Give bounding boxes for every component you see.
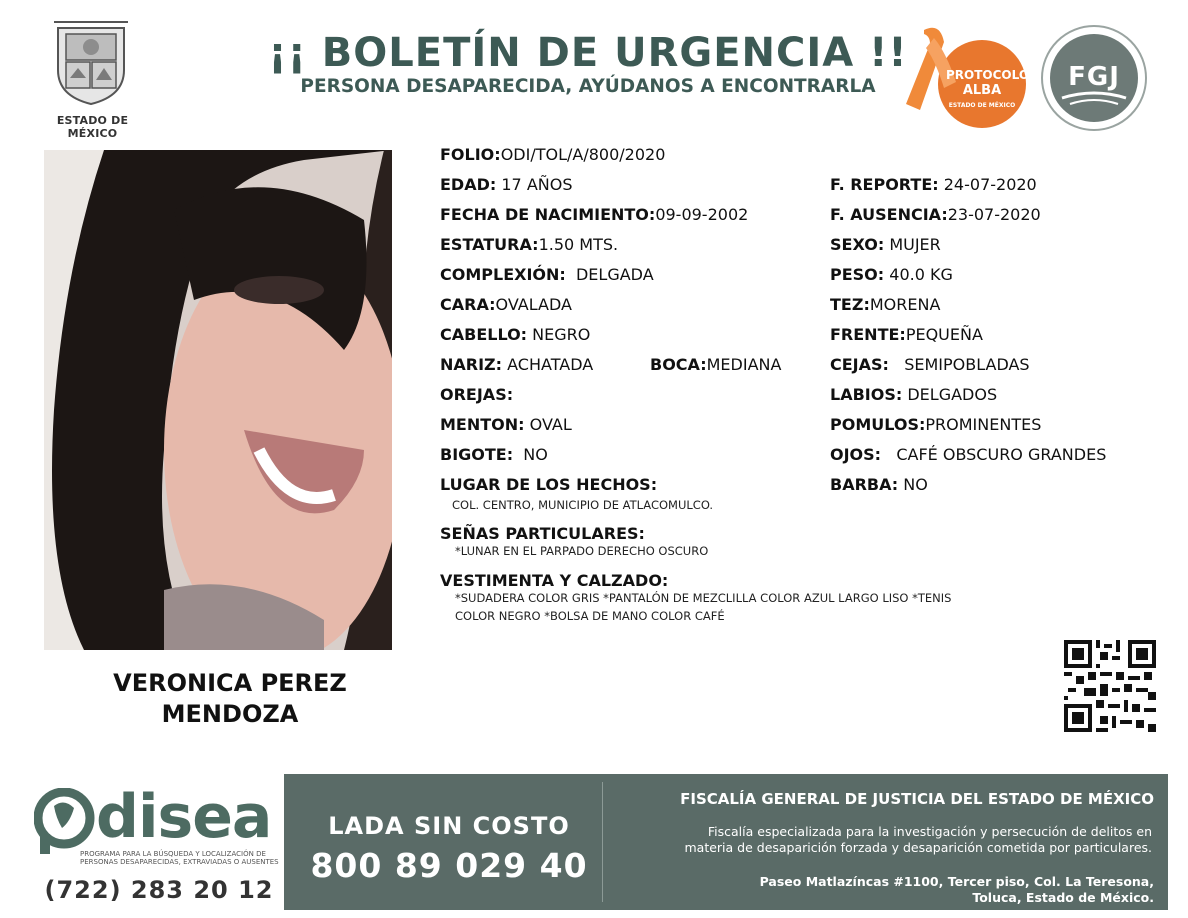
odisea-phone: (722) 283 20 12 <box>44 876 274 904</box>
odisea-pin-icon <box>34 788 96 854</box>
field-cejas <box>830 355 1030 374</box>
field-value: PROMINENTES <box>925 415 1042 434</box>
odisea-description: PROGRAMA PARA LA BÚSQUEDA Y LOCALIZACIÓN DE PERSONAS DESAPARECIDAS, EXTRAVIADAS O AUSENTES <box>80 850 279 866</box>
field-label: CABELLO: <box>440 325 528 344</box>
field-value: MEDIANA <box>706 355 782 374</box>
section-label: VESTIMENTA Y CALZADO: <box>440 571 669 590</box>
fgj-desc-line2: materia de desaparición forzada y desaparición cometida por particulares. <box>684 840 1152 855</box>
field-bigote <box>440 445 548 464</box>
field-value: PEQUEÑA <box>905 325 983 344</box>
field-estatura <box>440 235 618 254</box>
field-value: DELGADOS <box>907 385 998 404</box>
coat-of-arms-icon <box>52 18 130 106</box>
field-label: BARBA: <box>830 475 899 494</box>
field-edad <box>440 175 572 194</box>
field-value: 40.0 KG <box>889 265 953 284</box>
field-labios <box>830 385 997 404</box>
field-value: ODI/TOL/A/800/2020 <box>500 145 666 164</box>
protocolo-alba-logo <box>900 22 1030 134</box>
field-value: 1.50 MTS. <box>538 235 619 254</box>
fgj-description <box>604 824 1152 856</box>
alba-line1: PROTOCOLO <box>946 68 1030 82</box>
person-name <box>60 668 400 730</box>
field-value: DELGADA <box>575 265 654 284</box>
section-label: SEÑAS PARTICULARES: <box>440 524 645 543</box>
portrait-image <box>44 150 392 650</box>
fgj-seal <box>1040 24 1148 132</box>
field-value: 09-09-2002 <box>655 205 749 224</box>
field-label: TEZ: <box>830 295 870 314</box>
address-line2: Toluca, Estado de México. <box>972 890 1154 905</box>
field-label: FRENTE: <box>830 325 906 344</box>
field-label: PESO: <box>830 265 885 284</box>
section-lugar-value: COL. CENTRO, MUNICIPIO DE ATLACOMULCO. <box>452 498 714 512</box>
field-value: 17 AÑOS <box>501 175 573 194</box>
field-ojos <box>830 445 1106 464</box>
estado-de-mexico-logo <box>30 18 155 140</box>
address-line1: Paseo Matlazíncas #1100, Tercer piso, Col. La Teresona, <box>759 874 1154 889</box>
field-cabello <box>440 325 590 344</box>
section-senas-label <box>440 524 645 543</box>
field-label: POMULOS: <box>830 415 926 434</box>
odisea-logo <box>34 782 284 876</box>
field-label: BOCA: <box>650 355 707 374</box>
person-name-line2: MENDOZA <box>161 700 299 728</box>
field-value: 23-07-2020 <box>947 205 1041 224</box>
odisea-wordmark: disea <box>96 782 272 852</box>
field-label: LABIOS: <box>830 385 903 404</box>
field-cara <box>440 295 572 314</box>
field-label: F. REPORTE: <box>830 175 939 194</box>
field-folio <box>440 145 665 164</box>
lada-phone-number: 800 89 029 40 <box>310 846 588 885</box>
field-label: MENTON: <box>440 415 525 434</box>
field-label: CEJAS: <box>830 355 889 374</box>
alba-line3: ESTADO DE MÉXICO <box>948 102 1016 109</box>
field-value: CAFÉ OBSCURO GRANDES <box>896 445 1107 464</box>
fgj-desc-line1: Fiscalía especializada para la investigación y persecución de delitos en <box>707 824 1152 839</box>
field-tez <box>830 295 940 314</box>
field-f-ausencia <box>830 205 1041 224</box>
section-vestimenta-label <box>440 571 668 590</box>
field-value: NO <box>903 475 928 494</box>
qr-code-icon <box>1064 640 1156 732</box>
field-value: OVAL <box>529 415 572 434</box>
section-vestimenta-line1: *SUDADERA COLOR GRIS *PANTALÓN DE MEZCLILLA COLOR AZUL LARGO LISO *TENIS <box>455 591 952 605</box>
field-value: ACHATADA <box>507 355 594 374</box>
person-name-line1: VERONICA PEREZ <box>113 669 347 697</box>
field-label: FECHA DE NACIMIENTO: <box>440 205 656 224</box>
field-value: SEMIPOBLADAS <box>904 355 1030 374</box>
section-label: LUGAR DE LOS HECHOS: <box>440 475 658 494</box>
field-sexo <box>830 235 941 254</box>
field-frente <box>830 325 983 344</box>
section-senas-value: *LUNAR EN EL PARPADO DERECHO OSCURO <box>455 544 709 558</box>
fgj-address <box>614 874 1154 906</box>
bulletin-subtitle: PERSONA DESAPARECIDA, AYÚDANOS A ENCONTRARLA <box>300 76 876 97</box>
field-label: OJOS: <box>830 445 882 464</box>
footer-contact-band <box>284 774 1168 910</box>
missing-person-photo <box>44 150 392 650</box>
field-label: SEXO: <box>830 235 885 254</box>
field-label: OREJAS: <box>440 385 514 404</box>
field-value: MORENA <box>869 295 941 314</box>
field-nariz <box>440 355 593 374</box>
field-pomulos <box>830 415 1041 434</box>
fgj-title: FISCALÍA GENERAL DE JUSTICIA DEL ESTADO DE MÉXICO <box>680 790 1154 808</box>
bulletin-title: ¡¡ BOLETÍN DE URGENCIA !! <box>268 30 908 76</box>
footer-divider <box>602 782 603 902</box>
state-label: ESTADO DE MÉXICO <box>56 114 129 140</box>
field-label: F. AUSENCIA: <box>830 205 948 224</box>
field-value: NO <box>523 445 548 464</box>
field-label: BIGOTE: <box>440 445 514 464</box>
field-complexion <box>440 265 654 284</box>
field-value: OVALADA <box>495 295 572 314</box>
section-lugar-label <box>440 475 657 494</box>
field-peso <box>830 265 953 284</box>
field-label: EDAD: <box>440 175 497 194</box>
field-value: MUJER <box>889 235 941 254</box>
field-label: FOLIO: <box>440 145 501 164</box>
field-barba <box>830 475 928 494</box>
lada-label: LADA SIN COSTO <box>328 812 570 840</box>
fgj-label: FGJ <box>1068 62 1120 92</box>
field-fecha-nacimiento <box>440 205 748 224</box>
field-label: NARIZ: <box>440 355 503 374</box>
field-f-reporte <box>830 175 1037 194</box>
field-boca <box>650 355 781 374</box>
field-value: 24-07-2020 <box>943 175 1037 194</box>
field-label: CARA: <box>440 295 496 314</box>
field-label: COMPLEXIÓN: <box>440 265 566 284</box>
field-orejas <box>440 385 513 404</box>
alba-line2: ALBA <box>962 83 1002 98</box>
field-menton <box>440 415 572 434</box>
field-label: ESTATURA: <box>440 235 539 254</box>
field-value: NEGRO <box>532 325 591 344</box>
section-vestimenta-line2: COLOR NEGRO *BOLSA DE MANO COLOR CAFÉ <box>455 609 725 623</box>
